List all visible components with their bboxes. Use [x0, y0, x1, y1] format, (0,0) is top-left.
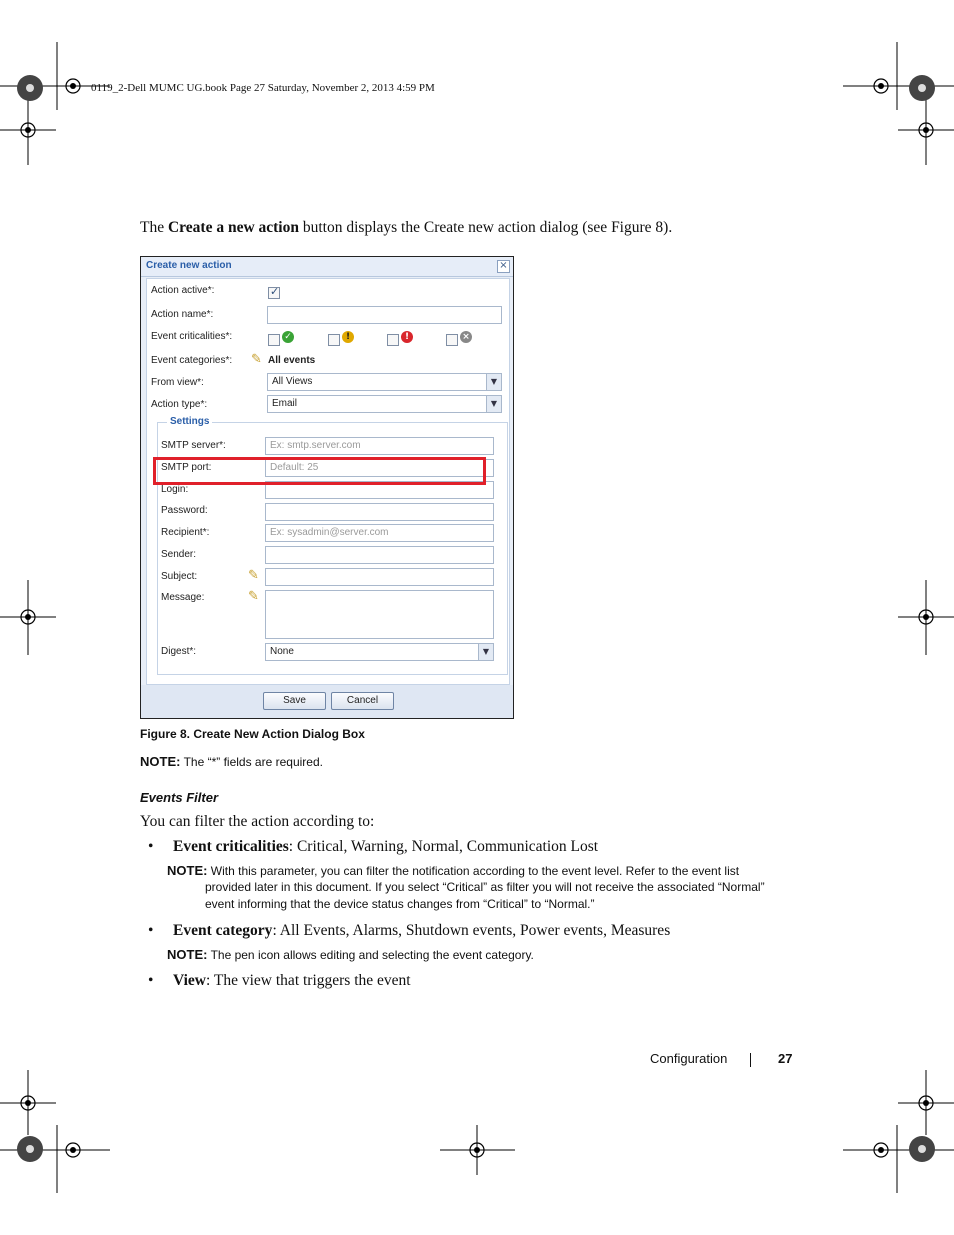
note-text: The pen icon allows editing and selecting the event category.: [207, 948, 534, 962]
intro-paragraph: [140, 219, 672, 237]
intro-prefix: The: [140, 219, 168, 236]
chevron-down-icon: ▼: [486, 374, 501, 390]
bullet-marker: •: [148, 972, 154, 989]
filter-intro: You can filter the action according to:: [140, 813, 375, 830]
normal-status-icon: ✓: [282, 331, 294, 343]
action-name-input[interactable]: [267, 306, 502, 324]
warning-status-icon: !: [342, 331, 354, 343]
digest-select[interactable]: [265, 643, 494, 661]
event-categories-label: Event categories*:: [151, 355, 233, 366]
bullet-text: : Critical, Warning, Normal, Communication Lost: [288, 838, 599, 855]
chevron-down-icon: ▼: [486, 396, 501, 412]
note-label: NOTE:: [140, 754, 181, 769]
digest-value: None: [270, 646, 294, 657]
from-view-label: From view*:: [151, 377, 204, 388]
footer-section: Configuration: [650, 1051, 728, 1066]
cancel-button[interactable]: Cancel: [331, 692, 394, 710]
running-header: 0119_2-Dell MUMC UG.book Page 27 Saturday, November 2, 2013 4:59 PM: [91, 82, 435, 94]
note-label: NOTE:: [167, 947, 208, 962]
action-type-select[interactable]: [267, 395, 502, 413]
smtp-server-input[interactable]: [265, 437, 494, 455]
event-categories-value: All events: [268, 355, 316, 366]
from-view-value: All Views: [272, 376, 313, 387]
settings-legend: Settings: [167, 416, 212, 427]
footer-separator: [750, 1053, 751, 1067]
note-pen-icon: [167, 947, 534, 962]
intro-bold: Create a new action: [167, 219, 299, 236]
bullet-text: : All Events, Alarms, Shutdown events, Power events, Measures: [272, 922, 671, 939]
bullet-view: [173, 972, 411, 990]
note-text: The “*” fields are required.: [180, 755, 323, 769]
smtp-server-label: SMTP server*:: [161, 440, 226, 451]
section-title: Events Filter: [140, 790, 219, 805]
note-text-line1: With this parameter, you can filter the notification according to the event level. Refer to the event list: [207, 864, 740, 878]
page-number: 27: [778, 1051, 793, 1066]
critical-status-icon: !: [401, 331, 413, 343]
sender-label: Sender:: [161, 549, 197, 560]
dialog-footer: [141, 685, 513, 718]
note-criticalities: [167, 863, 739, 878]
message-textarea[interactable]: [265, 590, 494, 639]
sender-input[interactable]: [265, 546, 494, 564]
bullet-term: View: [173, 972, 206, 989]
password-input[interactable]: [265, 503, 494, 521]
recipient-placeholder: Ex: sysadmin@server.com: [270, 527, 389, 538]
note-required: [140, 754, 323, 769]
subject-input[interactable]: [265, 568, 494, 586]
action-type-label: Action type*:: [151, 399, 208, 410]
bullet-text: : The view that triggers the event: [206, 972, 411, 989]
dialog-title: Create new action: [146, 260, 232, 271]
bullet-marker: •: [148, 838, 154, 855]
bullet-term: Event category: [173, 922, 273, 939]
smtp-server-placeholder: Ex: smtp.server.com: [270, 440, 361, 451]
close-icon[interactable]: ×: [497, 260, 510, 273]
from-view-select[interactable]: [267, 373, 502, 391]
note-text-line3: event informing that the device status changes from “Critical” to “Normal.”: [205, 897, 595, 911]
communication-lost-checkbox[interactable]: [446, 334, 458, 346]
bullet-event-category: [173, 922, 670, 940]
event-criticalities-label: Event criticalities*:: [151, 331, 233, 342]
action-active-label: Action active*:: [151, 285, 215, 296]
pencil-icon[interactable]: ✎: [248, 589, 259, 604]
create-action-dialog: [140, 256, 514, 719]
warning-checkbox[interactable]: [328, 334, 340, 346]
critical-checkbox[interactable]: [387, 334, 399, 346]
subject-label: Subject:: [161, 571, 198, 582]
communication-lost-icon: ×: [460, 331, 472, 343]
dialog-title-bar: [141, 257, 513, 277]
pencil-icon[interactable]: ✎: [251, 352, 262, 367]
recipient-input[interactable]: [265, 524, 494, 542]
recipient-label: Recipient*:: [161, 527, 210, 538]
bullet-marker: •: [148, 922, 154, 939]
digest-label: Digest*:: [161, 646, 197, 657]
message-label: Message:: [161, 592, 205, 603]
note-text-line2: provided later in this document. If you select “Critical” as filter you will not receive the associated “Normal”: [205, 880, 765, 894]
smtp-port-placeholder: Default: 25: [270, 462, 319, 473]
chevron-down-icon: ▼: [478, 644, 493, 660]
note-label: NOTE:: [167, 863, 208, 878]
smtp-port-label: SMTP port:: [161, 462, 212, 473]
password-label: Password:: [161, 505, 208, 516]
intro-suffix: button displays the Create new action dialog (see Figure 8).: [299, 219, 673, 236]
action-active-checkbox[interactable]: [268, 287, 280, 299]
bullet-event-criticalities: [173, 838, 598, 856]
figure-caption: Figure 8. Create New Action Dialog Box: [140, 727, 365, 741]
action-name-label: Action name*:: [151, 309, 214, 320]
action-type-value: Email: [272, 398, 298, 409]
bullet-term: Event criticalities: [173, 838, 289, 855]
normal-checkbox[interactable]: [268, 334, 280, 346]
login-label: Login:: [161, 484, 189, 495]
save-button[interactable]: Save: [263, 692, 326, 710]
pencil-icon[interactable]: ✎: [248, 568, 259, 583]
smtp-port-highlight: [153, 457, 486, 485]
checkmark-icon: ✓: [270, 285, 280, 298]
